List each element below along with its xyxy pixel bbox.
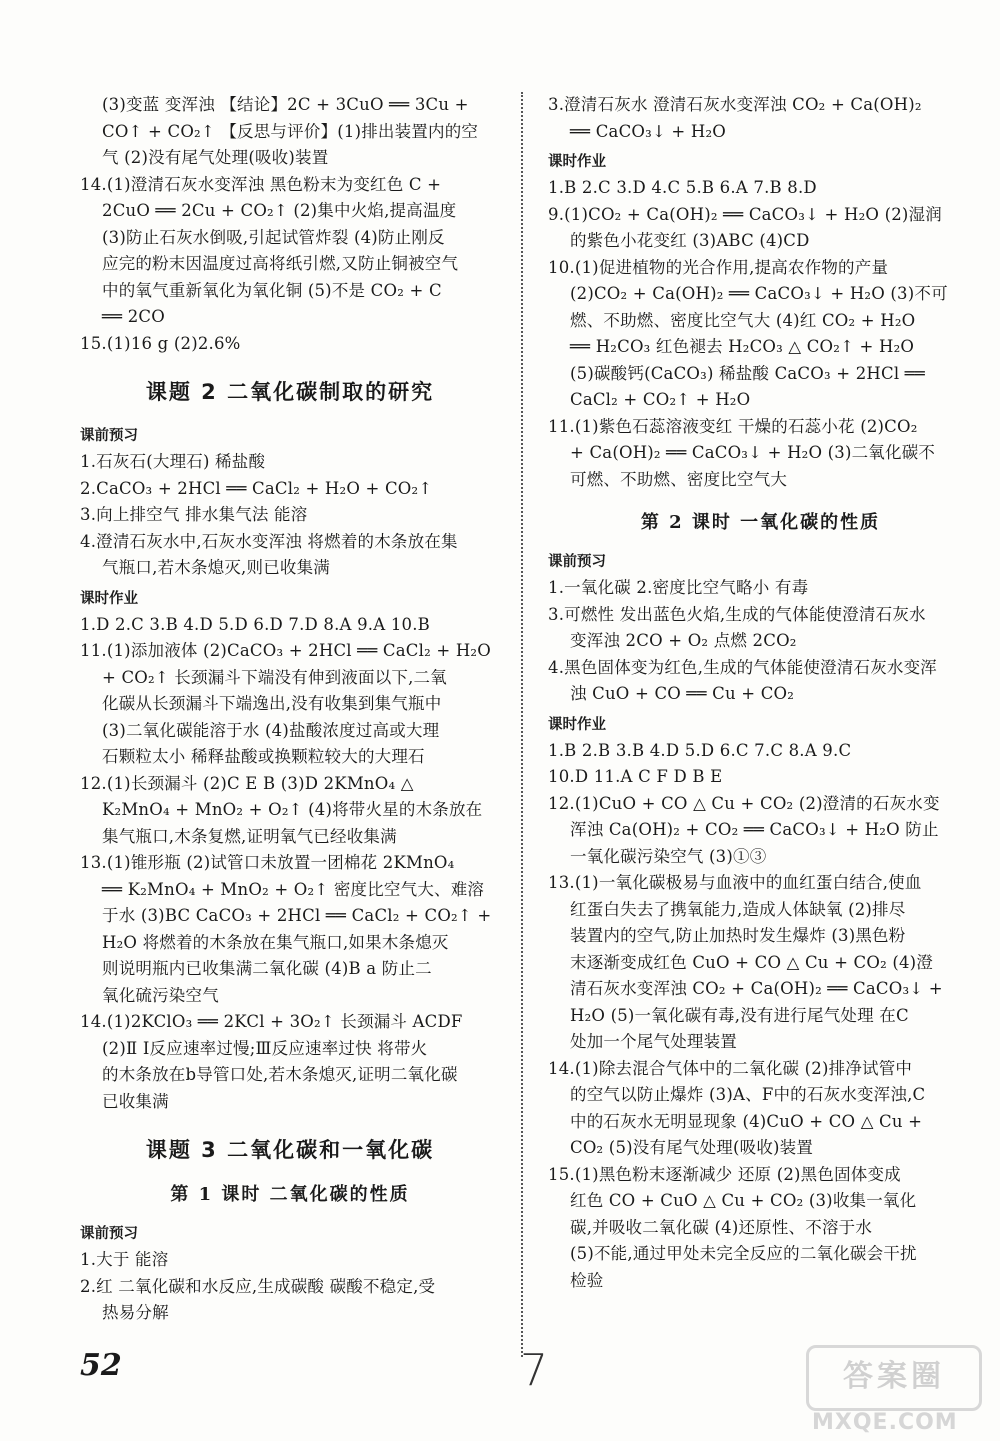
answer-line: ══ H₂CO₃ 红色褪去 H₂CO₃ △ CO₂↑ + H₂O [570,337,915,356]
answer-line: 12.(1)CuO + CO △ Cu + CO₂ (2)澄清的石灰水变 [548,793,940,813]
answer-line: 的空气以防止爆炸 (3)A、F中的石灰水变浑浊,C [570,1085,926,1104]
answer-line: 15.(1)16 g (2)2.6% [80,333,241,353]
answer-line: 碳,并吸收二氧化碳 (4)还原性、不溶于水 [570,1217,873,1237]
answer-line: H₂O 将燃着的木条放在集气瓶口,如果木条熄灭 [102,932,449,952]
answer-line: 2.红 二氧化碳和水反应,生成碳酸 碳酸不稳定,受 [80,1276,436,1296]
answer-line: 14.(1)2KClO₃ ══ 2KCl + 3O₂↑ 长颈漏斗 ACDF [80,1012,463,1031]
answer-line: (3)变蓝 变浑浊 【结论】2C + 3CuO ══ 3Cu + [102,95,469,114]
answer-line: 1.大于 能溶 [80,1250,169,1269]
page-number: 52 [80,1348,122,1383]
answer-line: 1.D 2.C 3.B 4.D 5.D 6.D 7.D 8.A 9.A 10.B [80,614,430,634]
answer-line: 4.澄清石灰水中,石灰水变浑浊 将燃着的木条放在集 [80,531,458,551]
lesson-3-preview [80,1247,500,1327]
answer-line: 2.CaCO₃ + 2HCl ══ CaCl₂ + H₂O + CO₂↑ [80,478,433,498]
homework-heading: 课时作业 [80,590,138,607]
answer-line: 2CuO ══ 2Cu + CO₂↑ (2)集中火焰,提高温度 [102,201,457,220]
answer-line: CO↑ + CO₂↑ 【反思与评价】(1)排出装置内的空 [102,121,479,141]
answer-line: 9.(1)CO₂ + Ca(OH)₂ ══ CaCO₃↓ + H₂O (2)湿润 [548,204,942,224]
answer-line: 石颗粒太小 稀释盐酸或换颗粒较大的大理石 [102,747,425,766]
homework-heading: 课时作业 [548,716,606,733]
answer-line: CO₂ (5)没有尾气处理(吸收)装置 [570,1138,814,1157]
answer-line: 11.(1)添加液体 (2)CaCO₃ + 2HCl ══ CaCl₂ + H₂O [80,641,491,660]
answer-line: 气瓶口,若木条熄灭,则已收集满 [102,558,330,577]
answer-line: + CO₂↑ 长颈漏斗下端没有伸到液面以下,二氧 [102,667,447,687]
lesson-3-session-2-title: 第 2 课时 一氧化碳的性质 [640,512,881,533]
preview-heading: 课前预习 [80,1226,138,1242]
answer-block-top-right [548,92,973,145]
answer-line: (3)防止石灰水倒吸,引起试管炸裂 (4)防止刚反 [102,227,445,247]
answer-line: 的紫色小花变红 (3)ABC (4)CD [570,231,810,250]
preview-heading: 课前预习 [548,554,606,570]
answer-line: 1.B 2.C 3.D 4.C 5.B 6.A 7.B 8.D [548,178,817,197]
answer-block-14-15 [80,172,500,358]
answer-line: 变浑浊 2CO + O₂ 点燃 2CO₂ [570,631,797,650]
column-divider [521,92,523,1357]
answer-line: 则说明瓶内已收集满二氧化碳 (4)B a 防止二 [102,959,432,978]
homework-heading: 课时作业 [548,154,606,170]
left-column [80,92,500,1327]
answer-line: 1.B 2.B 3.B 4.D 5.D 6.C 7.C 8.A 9.C [548,740,852,760]
answer-line: 清石灰水变浑浊 CO₂ + Ca(OH)₂ ══ CaCO₃↓ + [570,979,943,998]
answer-line: 14.(1)除去混合气体中的二氧化碳 (2)排净试管中 [548,1058,913,1078]
answer-line: ══ CaCO₃↓ + H₂O [570,121,727,141]
answer-line: 3.可燃性 发出蓝色火焰,生成的气体能使澄清石灰水 [548,604,926,624]
answer-line: 已收集满 [102,1091,169,1111]
answer-block-top-left [80,92,500,172]
answer-line: 装置内的空气,防止加热时发生爆炸 (3)黑色粉 [570,926,906,945]
lesson-2-preview [80,449,500,582]
answer-line: 浑浊 Ca(OH)₂ + CO₂ ══ CaCO₃↓ + H₂O 防止 [570,820,939,839]
lesson-2-title: 课题 2 二氧化碳制取的研究 [145,380,435,404]
answer-line: (5)碳酸钙(CaCO₃) 稀盐酸 CaCO₃ + 2HCl ══ [570,363,926,383]
answer-line: CaCl₂ + CO₂↑ + H₂O [570,390,751,409]
answer-line: 15.(1)黑色粉末逐渐减少 还原 (2)黑色固体变成 [548,1164,901,1184]
answer-line: 中的石灰水无明显现象 (4)CuO + CO △ Cu + [570,1111,923,1131]
answer-line: 10.D 11.A C F D B E [548,767,723,786]
handwritten-mark: 7 [520,1345,548,1396]
session-1-homework [548,175,973,493]
lesson-2-homework [80,612,500,1116]
answer-line: 4.黑色固体变为红色,生成的气体能使澄清石灰水变浑 [548,657,937,677]
answer-line: (5)不能,通过甲处未完全反应的二氧化碳会干扰 [570,1244,917,1263]
answer-line: 检验 [570,1270,604,1290]
answer-line: 红色 CO + CuO △ Cu + CO₂ (3)收集一氧化 [570,1191,917,1210]
answer-line: H₂O (5)一氧化碳有毒,没有进行尾气处理 在C [570,1005,909,1025]
answer-line: 处加一个尾气处理装置 [570,1032,737,1051]
answer-line: (2)CO₂ + Ca(OH)₂ ══ CaCO₃↓ + H₂O (3)不可 [570,284,948,303]
answer-line: 集气瓶口,木条复燃,证明氧气已经收集满 [102,826,397,846]
answer-line: 浊 CuO + CO ══ Cu + CO₂ [570,684,795,703]
watermark-url: MXQE.COM [812,1410,958,1435]
answer-line: 热易分解 [102,1303,169,1322]
answer-line: 红蛋白失去了携氧能力,造成人体缺氧 (2)排尽 [570,899,906,919]
answer-line: 10.(1)促进植物的光合作用,提高农作物的产量 [548,257,889,277]
right-column [548,92,973,1294]
lesson-3-session-1-title: 第 1 课时 二氧化碳的性质 [170,1184,410,1205]
answer-line: 12.(1)长颈漏斗 (2)C E B (3)D 2KMnO₄ △ [80,773,414,793]
answer-line: 1.石灰石(大理石) 稀盐酸 [80,452,266,471]
answer-line: 一氧化碳污染空气 (3)①③ [570,846,767,866]
answer-line: 13.(1)锥形瓶 (2)试管口未放置一团棉花 2KMnO₄ [80,853,455,872]
answer-line: 可燃、不助燃、密度比空气大 [570,469,788,489]
preview-heading: 课前预习 [80,428,138,444]
answer-line: 气 (2)没有尾气处理(吸收)装置 [102,148,329,167]
answer-line: 应完的粉末因温度过高将纸引燃,又防止铜被空气 [102,254,459,273]
answer-line: 中的氧气重新氧化为氧化铜 (5)不是 CO₂ + C [102,280,442,300]
lesson-3-title: 课题 3 二氧化碳和一氧化碳 [145,1138,435,1162]
answer-line: (2)Ⅱ Ⅰ反应速率过慢;Ⅲ反应速率过快 将带火 [102,1038,428,1058]
answer-line: + Ca(OH)₂ ══ CaCO₃↓ + H₂O (3)二氧化碳不 [570,443,936,462]
session-2-preview [548,575,973,708]
answer-line: 燃、不助燃、密度比空气大 (4)红 CO₂ + H₂O [570,310,916,330]
answer-line: ══ K₂MnO₄ + MnO₂ + O₂↑ 密度比空气大、难溶 [102,879,485,899]
answer-line: 末逐渐变成红色 CuO + CO △ Cu + CO₂ (4)澄 [570,952,934,972]
answer-line: 的木条放在b导管口处,若木条熄灭,证明二氧化碳 [102,1065,458,1084]
answer-line: ══ 2CO [102,307,165,326]
answer-line: K₂MnO₄ + MnO₂ + O₂↑ (4)将带火星的木条放在 [102,800,483,819]
session-2-homework [548,738,973,1295]
answer-line: 11.(1)紫色石蕊溶液变红 干燥的石蕊小花 (2)CO₂ [548,416,918,436]
answer-line: 1.一氧化碳 2.密度比空气略小 有毒 [548,578,809,597]
answer-line: 3.澄清石灰水 澄清石灰水变浑浊 CO₂ + Ca(OH)₂ [548,95,922,114]
answer-line: 3.向上排空气 排水集气法 能溶 [80,505,308,524]
answer-line: 化碳从长颈漏斗下端逸出,没有收集到集气瓶中 [102,694,442,713]
answer-line: 14.(1)澄清石灰水变浑浊 黑色粉末为变红色 C + [80,174,442,194]
answer-line: 氧化硫污染空气 [102,985,219,1005]
answer-line: 13.(1)一氧化碳极易与血液中的血红蛋白结合,使血 [548,873,922,892]
answer-line: (3)二氧化碳能溶于水 (4)盐酸浓度过高或大理 [102,720,440,740]
watermark-logo: 答案圈 [806,1345,982,1411]
answer-line: 于水 (3)BC CaCO₃ + 2HCl ══ CaCl₂ + CO₂↑ + [102,906,492,925]
